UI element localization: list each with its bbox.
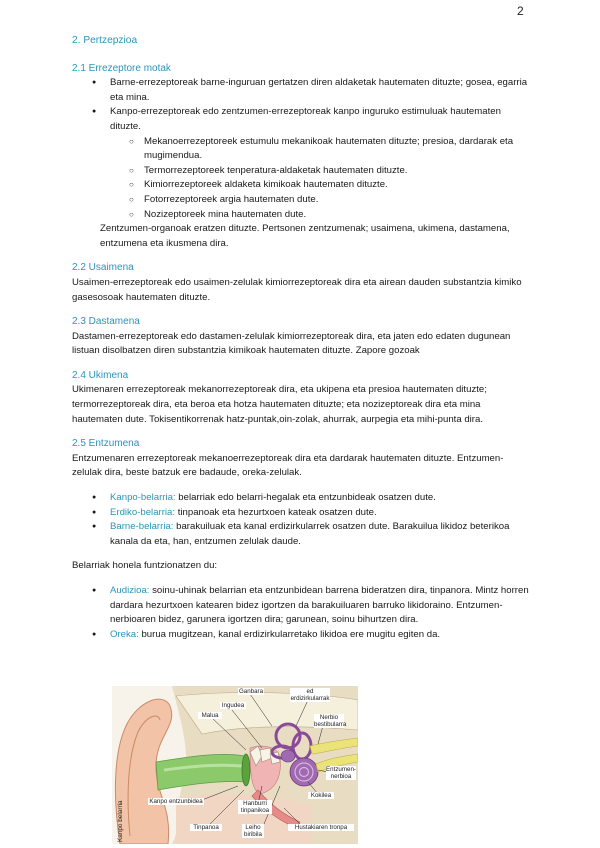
ear-functions-list (72, 584, 530, 642)
paragraph: Belarriak honela funtzionatzen du: (72, 560, 218, 572)
label-leiho-biribila: Leiho biribila (242, 824, 264, 838)
term: Barne-belarria: (110, 521, 174, 533)
paragraph: Ukimenaren errezeptoreak mekanorrezeptoreak dira, eta ukipena eta presioa hautematen dituzte; termorrezeptoreak dira, eta beroa eta hotza hautematen dituzte; eta nozizeptoreak dira eta mina hautematen dute. Tokisentikorrenak hatz-puntak,oin-zolak, ahurrak, aurpegia eta mihi-punta dira. (72, 384, 487, 425)
label-kanpo-entzunbidea: Kanpo entzunbidea (149, 798, 203, 805)
page-number: 2 (517, 4, 524, 18)
term: Oreka: (110, 628, 139, 640)
receptor-sublist (72, 135, 530, 223)
ear-diagram (112, 686, 358, 844)
label-ingudea: Ingudea (221, 702, 245, 709)
label-hanburri: Hanburri tinpanikoa (238, 800, 272, 814)
paragraph: Entzumenaren errezeptoreak mekanoerrezeptoreak dira eta dardarak hautematen dituzte. Entzumen-zelulak dira, beste batzuk ere badaude, oreka-zelulak. (72, 452, 504, 479)
ear-parts-list (72, 491, 530, 549)
heading-2-3: 2.3 Dastamena (72, 316, 140, 328)
list-item: ○ Nozizeptoreek mina hautematen dute. (72, 208, 530, 223)
list-item: ○ Fotorrezeptoreek argia hautematen dute. (72, 193, 530, 208)
label-ganbara: Ganbara (238, 688, 264, 695)
list-item (72, 520, 530, 549)
term: Kanpo-belarria: (110, 492, 176, 504)
list-item (72, 584, 530, 628)
page-title: 2. Pertzepzioa (72, 35, 138, 46)
document-body (72, 34, 530, 642)
definition: barakuiluak eta kanal erdizirkularrek osatzen dute. Barakuilua likidoz beterikoa kanala da eta, han, entzumen zelulak daude. (110, 521, 510, 547)
definition: belarriak edo belarri-hegalak eta entzunbideak osatzen dute. (175, 492, 436, 504)
label-tinpanoa: Tinpanoa (190, 824, 222, 831)
list-item (72, 491, 530, 506)
definition: burua mugitzean, kanal erdizirkularretako likidoa ere mugitu egiten da. (138, 628, 441, 640)
list-item: ● Barne-errezeptoreak barne-inguruan gertatzen diren aldaketak hautematen dituzte; gosea, egarria eta mina. (72, 76, 530, 105)
paragraph: Usaimen-errezeptoreak edo usaimen-zelulak kimiorrezeptoreak dira eta airean dauden substantzia kimiko gasesosoak hautematen dituzte. (72, 276, 522, 303)
receptor-list (72, 76, 530, 134)
list-item: ○ Kimiorrezeptoreek aldaketa kimikoak hautematen dituzte. (72, 178, 530, 193)
heading-2-4: 2.4 Ukimena (72, 369, 129, 381)
label-kanal-erdizirkularrak: ed erdizirkularrak (290, 688, 330, 702)
list-item: ○ Mekanoerrezeptoreek estumulu mekanikoak hautematen dituzte; presioa, dardarak eta mugimendua. (72, 135, 530, 164)
heading-2-2: 2.2 Usaimena (72, 262, 134, 274)
list-item (72, 628, 530, 643)
heading-2-5: 2.5 Entzumena (72, 438, 140, 450)
label-kanpo-belarria: Kanpo belarria (117, 800, 124, 842)
term: Erdiko-belarria: (110, 506, 176, 518)
label-kokilea: Kokilea (308, 792, 334, 799)
label-nerbio-bestibularra: Nerbio bestibularra (314, 714, 347, 728)
list-item: ● Kanpo-errezeptoreak edo zentzumen-errezeptoreak kanpo inguruko estimuluak hautematen dituzte. (72, 105, 530, 134)
list-item: ○ Termorrezeptoreek tenperatura-aldaketak hautematen dituzte. (72, 164, 530, 179)
label-hustakiaren-tronpa: Hustakiaren tronpa (288, 824, 354, 831)
definition: soinu-uhinak belarrian eta entzunbidean barrena bideratzen dira, tinpanora. Mintz horren dardara hezurtxoen katearen bidez igortzen da barakuiluaren barruko likidoraino. Entzumen-nerbioaren bidez, garunera igortzen dira; garunean, soinu bihurtzen dira. (110, 585, 529, 626)
paragraph: Zentzumen-organoak eratzen dituzte. Pertsonen zentzumenak; usaimena, ukimena, dastamena, entzumena eta ikusmena dira. (100, 223, 510, 249)
ear-anatomy-figure (112, 686, 358, 844)
label-entzumen-nerbioa: Entzumen-nerbioa (326, 766, 356, 780)
definition: tinpanoak eta hezurtxoen kateak osatzen dute. (175, 506, 377, 518)
heading-2-1: 2.1 Errezeptore motak (72, 62, 171, 74)
term: Audizioa: (110, 585, 150, 596)
paragraph: Dastamen-errezeptoreak edo dastamen-zelulak kimiorrezeptoreak dira, eta jaten edo edaten dugunean listuan disolbatzen diren substantzia kimikoak hautematen dituzte. Zapore gozoak (72, 330, 511, 357)
label-malua: Malua (198, 712, 222, 719)
list-item (72, 506, 530, 521)
